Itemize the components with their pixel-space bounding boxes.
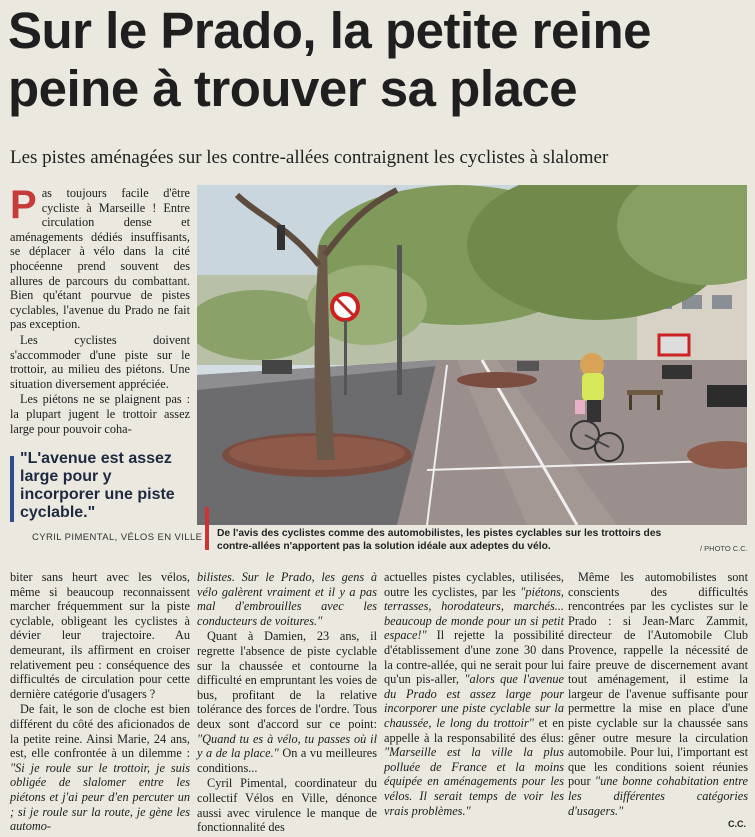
col3-text-c: Il rejette la possibilité d'établissement d'une zone 30 dans la contre-allée, qui ne serait pour lui qu'un pis-aller, <box>384 628 564 687</box>
caption-accent-bar <box>205 507 209 550</box>
intro-paragraph-2: Les cyclistes doivent s'accommoder d'une piste sur le trottoir, au milieu des piétons. Une situation diversement appréciée. <box>10 332 190 391</box>
col4-quote-b: "une bonne cohabitation entre les différentes catégories d'usagers." <box>568 774 748 818</box>
col3-text-e: et en appelle à la responsabilité des élus: <box>384 715 564 745</box>
pull-quote <box>10 450 203 543</box>
intro-paragraph-1-text: as toujours facile d'être cycliste à Marseille ! Entre circulation dense et aménagements dédiés insuffisants, se déplacer à vélo dans la cité phocéenne prend souvent des allures de parcours du combattant. Bien qu'étant pourvue de pistes cyclables, l'avenue du Prado ne fait pas exception. <box>10 186 190 332</box>
col3-paragraph-1 <box>384 570 564 818</box>
col3-quote-f: "Marseille est la ville la plus polluée de France et la moins équipée en aménagements pour les vélos. Il serait temps de voir les vrais problèmes." <box>384 745 564 818</box>
col4-paragraph-1 <box>568 570 748 818</box>
pull-quote-bar <box>10 456 14 522</box>
article-subheading: Les pistes aménagées sur les contre-allées contraignent les cyclistes à slalomer <box>10 147 609 168</box>
col2-paragraph-2 <box>197 629 377 775</box>
body-column-3 <box>384 570 564 819</box>
intro-paragraph-3: Les piétons ne se plaignent pas : la plupart jugent le trottoir assez large pour pouvoir coha- <box>10 392 190 436</box>
col1-paragraph-2-quote: "Si je roule sur le trottoir, je suis obligée de slalomer entre les piétons et j'ai peur d'en percuter un ; si je roule sur la route, je gène les automo- <box>10 760 190 834</box>
col1-paragraph-2 <box>10 702 190 833</box>
pull-quote-source: CYRIL PIMENTAL, VÉLOS EN VILLE <box>32 532 203 543</box>
intro-paragraph-1 <box>10 183 190 332</box>
headline-line-1: Sur le Prado, la petite reine <box>8 2 652 59</box>
article-photo <box>197 185 747 525</box>
col1-paragraph-2-text: De fait, le son de cloche est bien différent du côté des aficionados de la petite reine. Ainsi Marie, 24 ans, est, elle confrontée à un dilemme : <box>10 702 190 761</box>
col4-text-a: Même les automobilistes sont conscients des difficultés rencontrées par les cyclistes sur le Prado : si Jean-Marc Zammit, directeur de l'Automobile Club Provence, rappelle la nécessité de faire preuve de discernement avant tout aménagement, il estime la largeur de l'avenue suffisante pour permettre la mise en place d'une piste cyclable sur la chaussée sans gêner outre mesure la circulation automobile. Pour lui, l'important est que les conditions soient réunies pour <box>568 570 748 789</box>
col2-paragraph-2-text-b: On a vu meilleures conditions... <box>197 746 377 775</box>
pull-quote-text: "L'avenue est assez large pour y incorporer une piste cyclable." <box>20 450 175 521</box>
body-column-1 <box>10 570 190 835</box>
col2-paragraph-1-quote: bilistes. Sur le Prado, les gens à vélo galèrent vraiment et il y a pas mal d'embrouilles avec les conducteurs de voitures." <box>197 570 377 628</box>
article-headline <box>8 2 748 118</box>
body-column-2 <box>197 570 377 836</box>
photo-credit: / PHOTO C.C. <box>700 544 748 553</box>
street-photo-illustration <box>197 185 747 525</box>
author-initials: C.C. <box>728 819 746 829</box>
col1-paragraph-1: biter sans heurt avec les vélos, même si beaucoup reconnaissent marcher fréquemment sur la piste cyclable, obligeant les cyclistes à dévier leur trajectoire. Au demeurant, ils affirment en croiser relativement peu : conséquence des difficultés de circulation pour cette dernière catégorie d'usagers ? <box>10 570 190 701</box>
col2-paragraph-1 <box>197 570 377 628</box>
col3-quote-d: "alors que l'avenue du Prado est assez large pour incorporer une piste cyclable sur la chaussée, le long du trottoir" <box>384 672 564 730</box>
col2-paragraph-2-quote: "Quand tu es à vélo, tu passes où il y a de la place." <box>197 731 377 761</box>
photo-caption: De l'avis des cyclistes comme des automobilistes, les pistes cyclables sur les trottoirs des contre-allées n'apportent pas la solution idéale aux adeptes du vélo. <box>217 528 662 552</box>
headline-line-2: peine à trouver sa place <box>8 60 578 117</box>
col2-paragraph-2-text-a: Quant à Damien, 23 ans, il regrette l'absence de piste cyclable sur la chaussée et contourne la difficulté en empruntant les voies de bus, profitant de la relative tolérance des forces de l'ordre. Tous deux sont d'accord sur ce point: <box>197 629 377 731</box>
col3-quote-b: "piétons, terrasses, horodateurs, marchés... beaucoup de monde pour un si petit espace!" <box>384 584 564 643</box>
drop-cap: P <box>10 183 37 227</box>
intro-column <box>10 183 190 437</box>
body-column-4 <box>568 570 748 819</box>
col3-text-a: actuelles pistes cyclables, utilisées, outre les cyclistes, par les <box>384 570 564 599</box>
col2-paragraph-3: Cyril Pimental, coordinateur du collectif Vélos en Ville, dénonce aussi avec virulence le manque de fonctionnalité des <box>197 776 377 835</box>
